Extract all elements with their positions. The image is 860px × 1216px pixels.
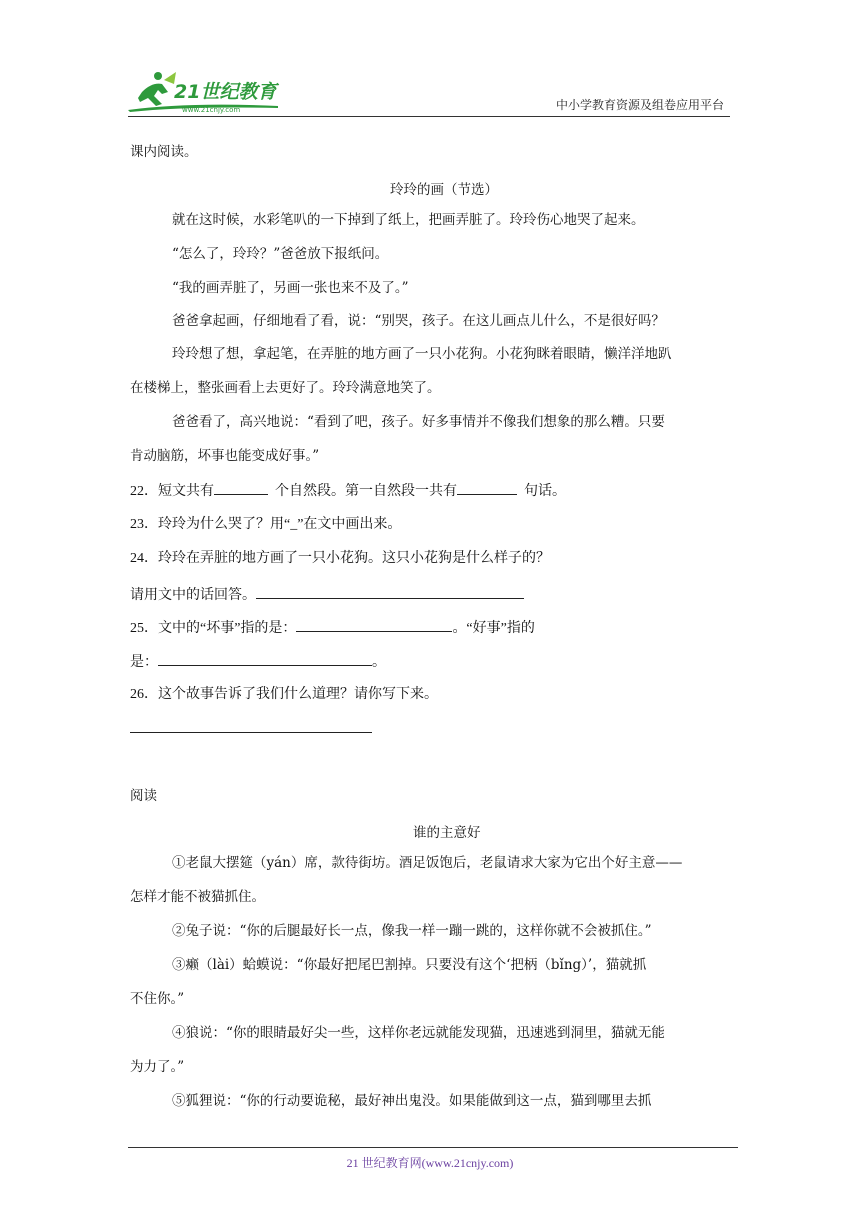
answer-blank-22b[interactable] (457, 480, 517, 495)
answer-blank-25a[interactable] (296, 617, 452, 632)
question-25-part-b: 。“好事”指的 (452, 621, 535, 636)
question-22-part-c: 句话。 (524, 484, 566, 499)
section2-paragraph-3a: ③癞（lài）蛤蟆说：“你最好把尾巴割掉。只要没有这个‘把柄（bǐng）’，猫就抓 (172, 957, 647, 973)
section2-heading: 阅读 (130, 788, 157, 804)
section1-paragraph-1: 就在这时候，水彩笔叭的一下掉到了纸上，把画弄脏了。玲玲伤心地哭了起来。 (172, 212, 645, 228)
section1-heading: 课内阅读。 (130, 144, 198, 160)
answer-blank-22a[interactable] (214, 480, 268, 495)
question-25-part-d: 。 (372, 655, 386, 670)
section1-title: 玲玲的画（节选） (390, 182, 498, 198)
section1-paragraph-2: “怎么了，玲玲？”爸爸放下报纸问。 (172, 246, 389, 262)
section2-paragraph-2: ②兔子说：“你的后腿最好长一点，像我一样一蹦一跳的，这样你就不会被抓住。” (172, 923, 652, 939)
section2-paragraph-4a: ④狼说：“你的眼睛最好尖一些，这样你老远就能发现猫，迅速逃到洞里，猫就无能 (172, 1025, 665, 1041)
question-25-continued (130, 651, 386, 673)
header-divider (128, 116, 730, 117)
question-24: 24．玲玲在弄脏的地方画了一只小花狗。这只小花狗是什么样子的？ (130, 551, 550, 566)
answer-blank-24[interactable] (256, 584, 524, 599)
platform-name: 中小学教育资源及组卷应用平台 (555, 98, 724, 112)
question-22-part-a: 22．短文共有 (130, 484, 214, 499)
page-header (128, 66, 730, 118)
question-24-prompt (130, 584, 524, 606)
question-25-part-c: 是： (130, 655, 158, 670)
question-23: 23．玲玲为什么哭了？用“_”在文中画出来。 (130, 517, 402, 532)
section1-paragraph-3: “我的画弄脏了，另画一张也来不及了。” (172, 280, 409, 296)
page-footer: 21 世纪教育网(www.21cnjy.com) (346, 1156, 514, 1170)
section2-paragraph-3b: 不住你。” (130, 991, 185, 1007)
question-25 (130, 617, 535, 639)
section1-paragraph-6b: 肯动脑筋，坏事也能变成好事。” (130, 448, 320, 464)
logo-icon (128, 66, 288, 116)
question-22 (130, 480, 566, 502)
logo-url: www.21cnjy.com (182, 106, 241, 114)
footer-divider (128, 1147, 738, 1148)
section2-paragraph-5a: ⑤狐狸说：“你的行动要诡秘，最好神出鬼没。如果能做到这一点，猫到哪里去抓 (172, 1093, 652, 1109)
question-22-part-b: 个自然段。第一自然段一共有 (275, 484, 457, 499)
section1-paragraph-4: 爸爸拿起画，仔细地看了看，说：“别哭，孩子。在这儿画点儿什么，不是很好吗？ (172, 313, 665, 329)
section2-paragraph-1b: 怎样才能不被猫抓住。 (130, 889, 265, 905)
question-24-part-b: 请用文中的话回答。 (130, 588, 256, 603)
question-26: 26．这个故事告诉了我们什么道理？请你写下来。 (130, 687, 438, 702)
section2-paragraph-1a: ①老鼠大摆筵（yán）席，款待街坊。酒足饭饱后，老鼠请求大家为它出个好主意—— (172, 855, 683, 871)
logo-text: 21世纪教育 (174, 81, 277, 103)
section2-paragraph-4b: 为力了。” (130, 1059, 185, 1075)
section1-paragraph-5a: 玲玲想了想，拿起笔，在弄脏的地方画了一只小花狗。小花狗眯着眼睛，懒洋洋地趴 (172, 346, 672, 362)
answer-line-26[interactable] (130, 732, 372, 733)
section1-paragraph-5b: 在楼梯上，整张画看上去更好了。玲玲满意地笑了。 (130, 380, 441, 396)
section2-title: 谁的主意好 (413, 825, 481, 841)
answer-blank-25b[interactable] (158, 651, 372, 666)
question-25-part-a: 25．文中的“坏事”指的是： (130, 621, 297, 636)
section1-paragraph-6a: 爸爸看了，高兴地说：“看到了吧，孩子。好多事情并不像我们想象的那么糟。只要 (172, 414, 665, 430)
